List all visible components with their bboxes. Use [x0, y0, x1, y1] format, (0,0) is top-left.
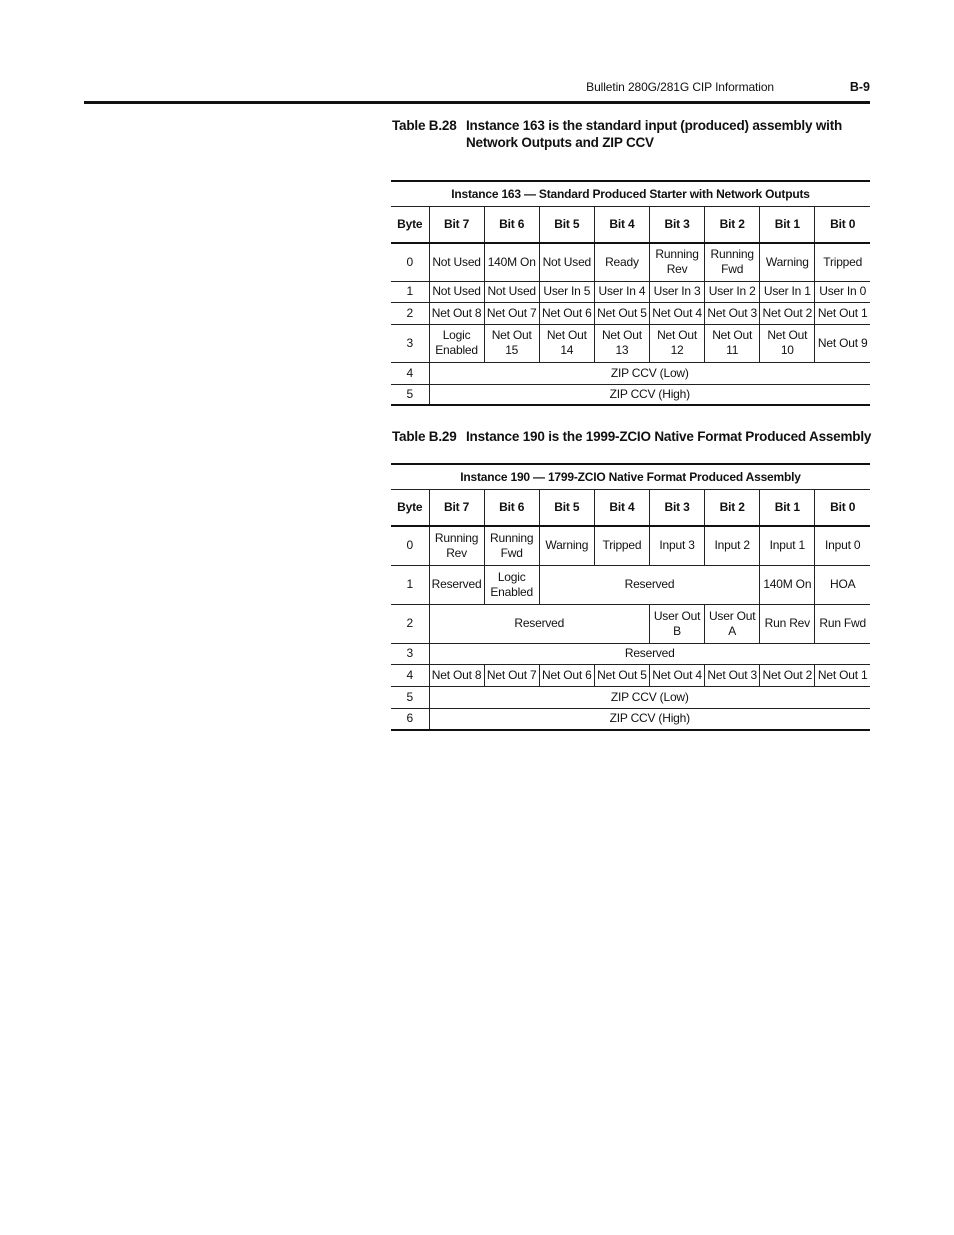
byte-cell: 2 — [391, 302, 429, 324]
table-b28 — [391, 180, 870, 406]
bit-cell: Running Fwd — [484, 526, 539, 565]
column-header: Bit 5 — [539, 207, 594, 244]
column-header: Bit 6 — [484, 490, 539, 527]
table-row — [391, 324, 870, 362]
bit-cell: Net Out 9 — [815, 324, 870, 362]
bit-cell: User In 5 — [539, 281, 594, 302]
column-header: Bit 7 — [429, 490, 484, 527]
column-header: Bit 5 — [539, 490, 594, 527]
reserved-cell: Reserved — [539, 565, 760, 604]
bit-cell: Net Out 7 — [484, 302, 539, 324]
table-row — [391, 565, 870, 604]
table-b28-caption — [392, 117, 872, 151]
table-b29-header-row — [391, 490, 870, 527]
bit-cell: Net Out 4 — [650, 664, 705, 686]
bit-cell: Net Out 1 — [815, 302, 870, 324]
table-row — [391, 664, 870, 686]
page-number: B-9 — [849, 80, 870, 94]
column-header: Bit 2 — [705, 207, 760, 244]
header-rule — [84, 101, 870, 104]
byte-cell: 3 — [391, 643, 429, 664]
bit-cell: User In 1 — [760, 281, 815, 302]
byte-cell: 0 — [391, 243, 429, 281]
column-header: Bit 6 — [484, 207, 539, 244]
bit-cell: Not Used — [429, 243, 484, 281]
zip-ccv-low-cell: ZIP CCV (Low) — [429, 362, 870, 384]
bit-cell: Net Out 3 — [705, 302, 760, 324]
running-header: Bulletin 280G/281G CIP Information — [586, 80, 774, 94]
bit-cell: Net Out 7 — [484, 664, 539, 686]
table-row — [391, 362, 870, 384]
byte-cell: 2 — [391, 604, 429, 643]
byte-cell: 6 — [391, 708, 429, 730]
column-header: Bit 1 — [760, 490, 815, 527]
bit-cell: Warning — [760, 243, 815, 281]
table-b29-title: Instance 190 — 1799-ZCIO Native Format Produced Assembly — [391, 464, 870, 490]
bit-cell: Net Out 6 — [539, 302, 594, 324]
table-b29-caption — [392, 428, 872, 445]
table-b29-caption-text: Instance 190 is the 1999-ZCIO Native Format Produced Assembly — [466, 429, 872, 444]
byte-cell: 4 — [391, 664, 429, 686]
bit-cell: 140M On — [484, 243, 539, 281]
bit-cell: User In 0 — [815, 281, 870, 302]
bit-cell: Input 0 — [815, 526, 870, 565]
bit-cell: Running Rev — [650, 243, 705, 281]
bit-cell: Warning — [539, 526, 594, 565]
bit-cell: Net Out 15 — [484, 324, 539, 362]
column-header: Bit 1 — [760, 207, 815, 244]
zip-ccv-high-cell: ZIP CCV (High) — [429, 708, 870, 730]
column-header: Bit 3 — [650, 490, 705, 527]
bit-cell: Logic Enabled — [484, 565, 539, 604]
bit-cell: Net Out 8 — [429, 302, 484, 324]
bit-cell: User In 3 — [650, 281, 705, 302]
reserved-cell: Reserved — [429, 604, 650, 643]
table-row — [391, 281, 870, 302]
bit-cell: Net Out 6 — [539, 664, 594, 686]
table-row — [391, 708, 870, 730]
bit-cell: User In 4 — [594, 281, 649, 302]
bit-cell: Ready — [594, 243, 649, 281]
bit-cell: User In 2 — [705, 281, 760, 302]
bit-cell: Net Out 14 — [539, 324, 594, 362]
table-b28-caption-number: Table B.28 — [392, 118, 457, 133]
bit-cell: Tripped — [594, 526, 649, 565]
table-b29-caption-number: Table B.29 — [392, 429, 457, 444]
bit-cell: Running Rev — [429, 526, 484, 565]
bit-cell: Running Fwd — [705, 243, 760, 281]
bit-cell: Net Out 3 — [705, 664, 760, 686]
bit-cell: Net Out 11 — [705, 324, 760, 362]
bit-cell: Net Out 2 — [760, 302, 815, 324]
table-row — [391, 526, 870, 565]
column-header: Bit 0 — [815, 490, 870, 527]
table-row — [391, 643, 870, 664]
bit-cell: Not Used — [429, 281, 484, 302]
bit-cell: Not Used — [484, 281, 539, 302]
byte-cell: 1 — [391, 281, 429, 302]
table-row — [391, 604, 870, 643]
bit-cell: User Out A — [705, 604, 760, 643]
bit-cell: Input 2 — [705, 526, 760, 565]
bit-cell: User Out B — [650, 604, 705, 643]
table-row — [391, 302, 870, 324]
bit-cell: Net Out 5 — [594, 302, 649, 324]
column-header: Bit 0 — [815, 207, 870, 244]
bit-cell: Net Out 4 — [650, 302, 705, 324]
column-header: Bit 7 — [429, 207, 484, 244]
bit-cell: Reserved — [429, 565, 484, 604]
byte-cell: 0 — [391, 526, 429, 565]
table-row — [391, 243, 870, 281]
bit-cell: Not Used — [539, 243, 594, 281]
zip-ccv-low-cell: ZIP CCV (Low) — [429, 686, 870, 708]
bit-cell: Run Fwd — [815, 604, 870, 643]
bit-cell: HOA — [815, 565, 870, 604]
column-header: Bit 3 — [650, 207, 705, 244]
table-b28-title: Instance 163 — Standard Produced Starter with Network Outputs — [391, 181, 870, 207]
table-b29 — [391, 463, 870, 731]
table-b28-header-row — [391, 207, 870, 244]
byte-cell: 3 — [391, 324, 429, 362]
reserved-cell: Reserved — [429, 643, 870, 664]
bit-cell: Net Out 1 — [815, 664, 870, 686]
column-header: Byte — [391, 490, 429, 527]
column-header: Bit 2 — [705, 490, 760, 527]
bit-cell: Input 3 — [650, 526, 705, 565]
bit-cell: Net Out 13 — [594, 324, 649, 362]
bit-cell: Net Out 2 — [760, 664, 815, 686]
byte-cell: 5 — [391, 686, 429, 708]
byte-cell: 1 — [391, 565, 429, 604]
column-header: Bit 4 — [594, 490, 649, 527]
bit-cell: Net Out 8 — [429, 664, 484, 686]
bit-cell: Tripped — [815, 243, 870, 281]
byte-cell: 4 — [391, 362, 429, 384]
table-row — [391, 686, 870, 708]
bit-cell: 140M On — [760, 565, 815, 604]
bit-cell: Run Rev — [760, 604, 815, 643]
byte-cell: 5 — [391, 384, 429, 405]
zip-ccv-high-cell: ZIP CCV (High) — [429, 384, 870, 405]
bit-cell: Net Out 10 — [760, 324, 815, 362]
bit-cell: Logic Enabled — [429, 324, 484, 362]
bit-cell: Net Out 5 — [594, 664, 649, 686]
table-b28-caption-text: Instance 163 is the standard input (produced) assembly with Network Outputs and ZIP CCV — [466, 118, 843, 150]
table-row — [391, 384, 870, 405]
bit-cell: Net Out 12 — [650, 324, 705, 362]
bit-cell: Input 1 — [760, 526, 815, 565]
column-header: Bit 4 — [594, 207, 649, 244]
column-header: Byte — [391, 207, 429, 244]
